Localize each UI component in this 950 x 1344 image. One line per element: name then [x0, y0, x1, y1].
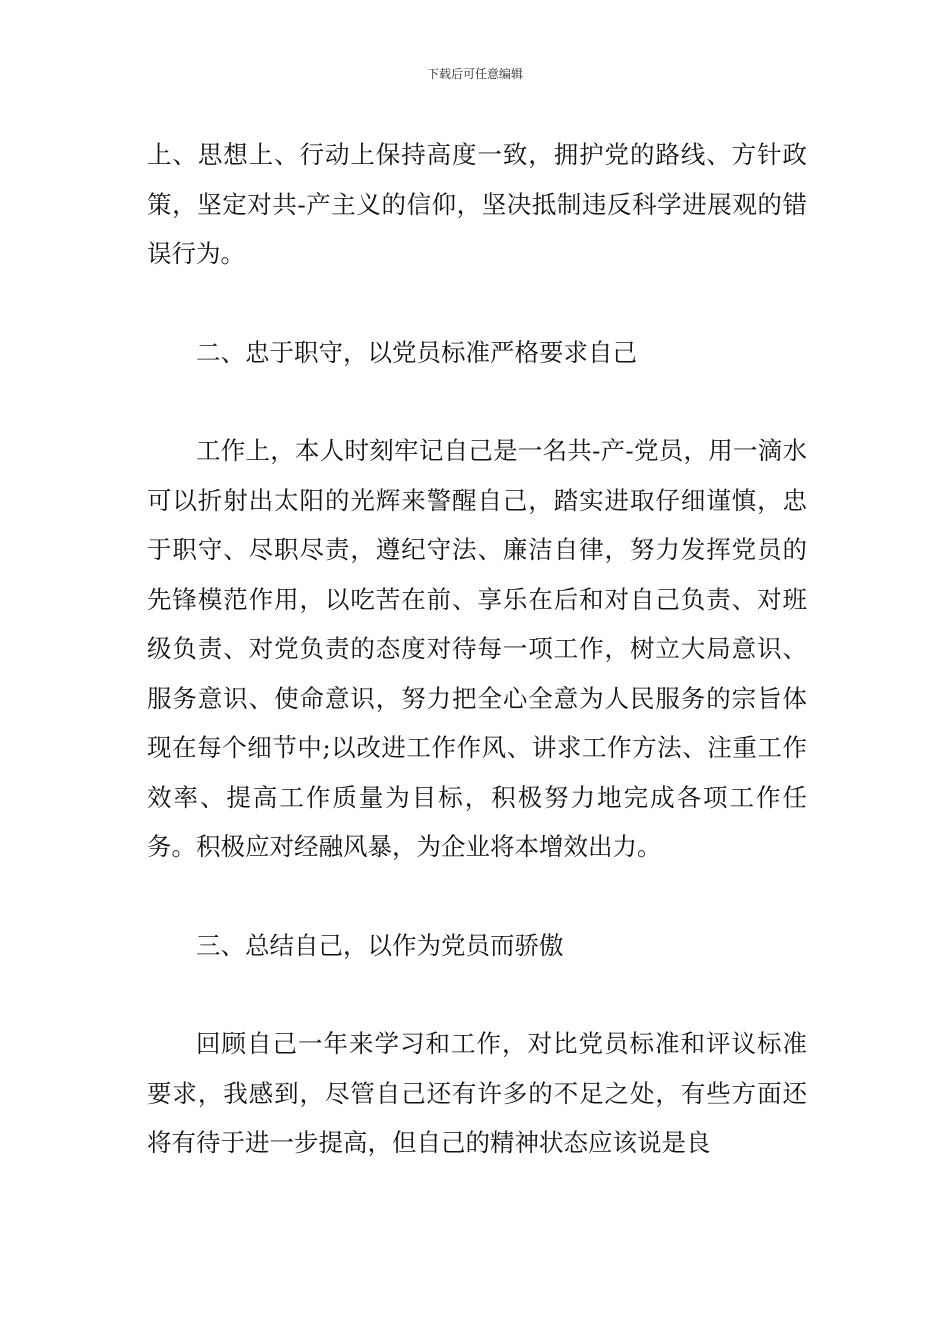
- paragraph-continuation: 上、思想上、行动上保持高度一致，拥护党的路线、方针政策，坚定对共-产主义的信仰，坚决抵制违反科学进展观的错误行为。: [147, 140, 807, 268]
- document-body: [147, 130, 807, 1168]
- paragraph-review: 回顾自己一年来学习和工作，对比党员标准和评议标准要求，我感到，尽管自己还有许多的不足之处，有些方面还将有待于进一步提高，但自己的精神状态应该说是良: [147, 1029, 807, 1157]
- paragraph-spacer: [147, 279, 807, 328]
- page-header-note: 下载后可任意编辑: [426, 67, 523, 81]
- paragraph-spacer: [147, 970, 807, 1019]
- section-heading-3: 三、总结自己，以作为党员而骄傲: [196, 930, 564, 960]
- paragraph-work: 工作上，本人时刻牢记自己是一名共-产-党员，用一滴水可以折射出太阳的光辉来警醒自己，踏实进取仔细谨慎，忠于职守、尽职尽责，遵纪守法、廉洁自律，努力发挥党员的先锋模范作用，以吃苦在前、享乐在后和对自己负责、对班级负责、对党负责的态度对待每一项工作，树立大局意识、服务意识、使命意识，努力把全心全意为人民服务的宗旨体现在每个细节中;以改进工作作风、讲求工作方法、注重工作效率、提高工作质量为目标，积极努力地完成各项工作任务。积极应对经融风暴，为企业将本增效出力。: [147, 436, 807, 861]
- section-heading-2: 二、忠于职守，以党员标准严格要求自己: [196, 337, 637, 367]
- paragraph-spacer: [147, 872, 807, 921]
- paragraph-spacer: [147, 377, 807, 426]
